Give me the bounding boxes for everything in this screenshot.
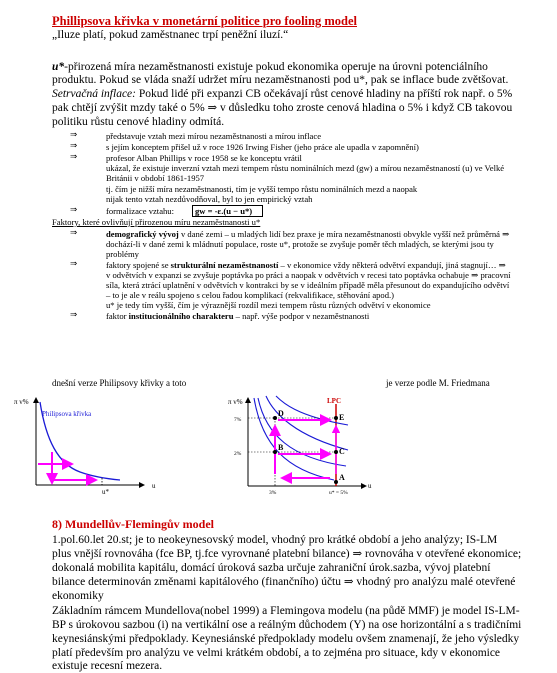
para1-line1: u*-přirozená míra nezaměstnanosti existuje pokud ekonomika operuje na úrovni potenciálního (52, 61, 488, 73)
point-d: D (278, 409, 284, 418)
para2-line: plus vnější rovnováha (fce BP, tj.fce vyrovnané platební bilance) ⇒ rovnováha v otevřené ekonomice; (52, 548, 522, 560)
x-tick-3: 3% (269, 490, 277, 496)
curve-label: Philipsova křivka (42, 410, 92, 418)
bullet-arrow-icon: ⇒ (70, 205, 78, 215)
factor-1: demografický vývoj v dané zemi – u mladých lidí bez praxe je míra nezaměstnanosti obvykle vyšší než průměrná ⇒ (106, 229, 510, 239)
friedman-phillips-chart (226, 390, 386, 500)
factors-title: Faktory, které ovlivňují přirozenou míru nezaměstnanosti u* (52, 217, 261, 227)
x-axis-label: u (152, 482, 156, 490)
bullet-arrow-icon: ⇒ (70, 152, 78, 162)
y-axis-label: π v% (228, 398, 243, 406)
list-item: Británii v období 1861-1957 (106, 173, 205, 183)
list-item: ukázal, že existuje inverzní vztah mezi tempem růstu nominálních mezd (gw) a mírou nezaměstnaností (u) ve Velké (106, 163, 505, 173)
x-axis-label: u (368, 482, 372, 490)
factor-1-cont: dochází-li v dané zemi k mládnutí populace, roste u*, protože se zvyšuje poměr těch mladých, se kterými jsou ty (106, 239, 494, 249)
heading-mundell: 8) Mundellův-Flemingův model (52, 517, 215, 531)
formula-box: gw = -ε.(u − u*) (192, 205, 263, 217)
factor-2-cont: v odvětvích v expanzi se zvyšuje poptávka po práci a naopak v odvětvích v recesi tato poptávka ochabuje ⇒ pracovní (106, 270, 511, 280)
phillips-curve-chart (14, 390, 174, 500)
factor-3: faktor institucionálního charakteru – např. výše podpor v nezaměstnanosti (106, 311, 370, 321)
list-item: představuje vztah mezi mírou nezaměstnanosti a mírou inflace (106, 131, 322, 141)
factor-2: faktory spojené se strukturální nezaměstnaností – v ekonomice vždy některá odvětví expandují, jiná stagnují… ⇒ (106, 260, 506, 270)
x-tick-ustar: u* = 5% (329, 490, 348, 496)
quote-line: „Iluze platí, pokud zaměstnanec trpí peněžní iluzí.“ (52, 29, 289, 41)
factor-2-cont: u* je tedy tím vyšší, čím je výraznější rozdíl mezi tempem růstu různých odvětví v ekonomice (106, 300, 431, 310)
bullet-arrow-icon: ⇒ (70, 310, 78, 320)
point-c: C (339, 447, 345, 456)
para1-line5: politiku růstu cenové hladiny odmítá. (52, 116, 225, 128)
y-tick-7: 7% (234, 417, 242, 423)
list-item: s jejím konceptem přišel už v roce 1926 Irwing Fisher (jeho práce ale upadla v zapomnění) (106, 142, 419, 152)
factor-1-cont: problémy (106, 249, 139, 259)
para1-line3: Setrvačná inflace: Pokud lidé při expanzi CB očekávají růst cenové hladiny na příští rok např. o 5% (52, 88, 513, 100)
x-tick-ustar: u* (102, 488, 109, 496)
para2-line: bilance determinován změnami kapitálového (finančního) účtu ⇒ vhodný pro analýzu malé otevřené (52, 576, 516, 588)
phillips-curve-1 (254, 398, 334, 480)
lpc-label: LPC (327, 397, 341, 405)
bullet-arrow-icon: ⇒ (70, 259, 78, 269)
caption-left: dnešní verze Philipsovy křivky a toto (52, 378, 187, 388)
point-b: B (278, 443, 284, 452)
factor-2-cont: – to je ale v reálu spojeno s celou řadou komplikací (rekvalifikace, stěhování apod.) (106, 290, 395, 300)
para3-line: keynesiánskými předpoklady. Keynesiánské předpoklady modelu ovšem znamenají, že jeho výsledky (52, 633, 520, 645)
factor-2-cont: síla, která ztrácí uplatnění v odvětvích v kontrakci by se v ideálním případě měla přesunout do expandujícího odvětví (106, 280, 510, 290)
para3-line: existuje recesní mezera. (52, 660, 163, 672)
para3-line: Základním rámcem Mundellova(nobel 1999) a Flemingova modelu (na půdě MMF) je model IS-LM- (52, 605, 520, 617)
para2-line: ekonomiky (52, 590, 104, 602)
para1-line2: produktu. Pokud se vláda snaží udržet míru nezaměstnanosti pod u*, pak se inflace bude zvětšovat. (52, 74, 509, 86)
caption-right: je verze podle M. Friedmana (386, 378, 490, 388)
para2-line: dokonalá mobilita kapitálu, domácí úroková sazba určuje zahraniční úrok.sazba, vývoj platební (52, 562, 491, 574)
para3-line: BP s úrokovou sazbou (i) na vertikální ose a reálným důchodem (Y) na ose horizontální a s tradičními (52, 619, 522, 631)
list-item: formalizace vztahu: (106, 206, 174, 216)
para3-line: platí především pro analýzu ve velmi krátkém období, a to zejména pro situace, kdy v ekonomice (52, 647, 501, 659)
para1-line4: pak chtějí zvýšit mzdy také o 5% ⇒ v důsledku toho zroste cenová hladina o 5% i když CB takovou (52, 102, 513, 114)
point-e: E (339, 413, 345, 422)
bullet-arrow-icon: ⇒ (70, 141, 78, 151)
list-item: profesor Alban Phillips v roce 1958 se ke konceptu vrátil (106, 153, 302, 163)
point-a: A (339, 473, 345, 482)
y-axis-label: π v% (14, 398, 29, 406)
heading-phillips: Phillipsova křivka v monetární politice pro fooling model (52, 14, 357, 28)
y-tick-2: 2% (234, 451, 242, 457)
bullet-arrow-icon: ⇒ (70, 228, 78, 238)
list-item: nijak tento vztah nezdůvodňoval, byl to jen empirický vztah (106, 194, 313, 204)
para2-line: 1.pol.60.let 20.st; je to neokeynesovský model, vhodný pro krátké období a jeho analýzy; IS-LM (52, 534, 498, 546)
list-item: tj. čím je nižší míra nezaměstnanosti, tím je vyšší tempo růstu nominálních mezd a naopak (106, 184, 418, 194)
bullet-arrow-icon: ⇒ (70, 130, 78, 140)
